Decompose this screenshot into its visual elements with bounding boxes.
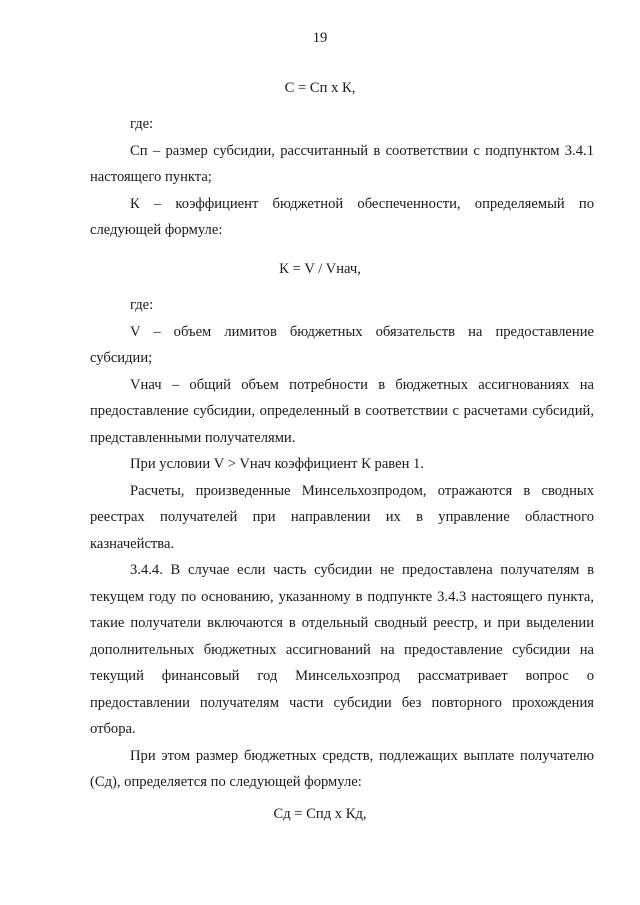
page-number: 19 [312,30,328,46]
paragraph-condition: При условии V > Vнач коэффициент К равен 1. [130,456,424,472]
paragraph-k-definition: К – коэффициент бюджетной обеспеченности, определяемый по следующей формуле: [90,195,594,238]
where-label: где: [130,116,154,132]
paragraph-calculations: Расчеты, произведенные Минсельхозпродом, отражаются в сводных реестрах получателей при направлении их в управление областного казначейства. [90,482,594,552]
paragraph-3-4-4: 3.4.4. В случае если часть субсидии не предоставлена получателям в текущем году по основанию, указанному в подпункте 3.4.3 настоящего пункта, такие получатели включаются в отдельный сводный реестр, и при выделении дополнительных бюджетных ассигнований на предоставление субсидии на текущий финансовый год Минсельхозпрод рассматривает вопрос о предоставлении получателям части субсидии без повторного прохождения отбора. [90,562,594,737]
where-label: где: [130,297,154,313]
paragraph-cp-definition: Сп – размер субсидии, рассчитанный в соответствии с подпунктом 3.4.1 настоящего пункта; [90,142,594,185]
paragraph-v-definition: V – объем лимитов бюджетных обязательств на предоставление субсидии; [90,323,594,366]
formula-coefficient: К = V / Vнач, [279,261,361,277]
paragraph-vnach-definition: Vнач – общий объем потребности в бюджетных ассигнованиях на предоставление субсидии, определенный в соответствии с расчетами субсидий, представленными получателями. [90,376,594,446]
formula-subsidy: С = Сп х К, [284,80,356,96]
paragraph-payment-size: При этом размер бюджетных средств, подлежащих выплате получателю (Сд), определяется по следующей формуле: [90,747,594,790]
text-block-1 [90,111,594,244]
text-block-2 [90,292,594,796]
formula-additional-subsidy: Сд = Спд х Кд, [273,806,367,822]
